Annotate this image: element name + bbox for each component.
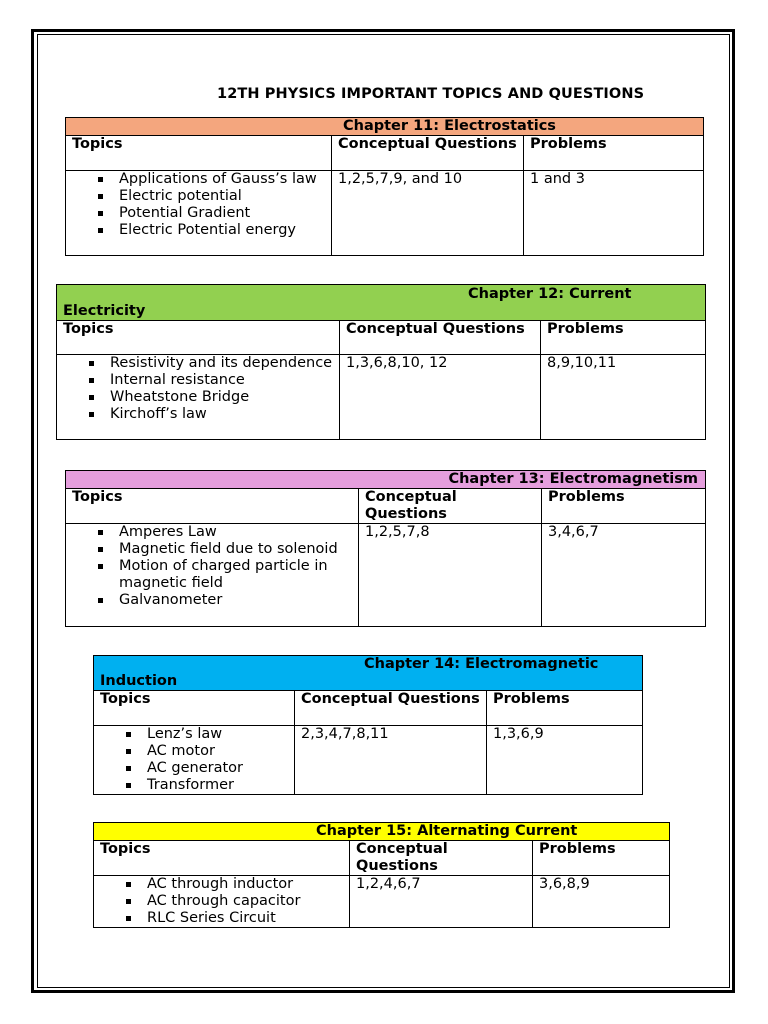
conceptual-cell: 1,2,5,7,9, and 10 — [332, 171, 524, 256]
list-item: Potential Gradient — [119, 205, 325, 222]
chapter-heading-row — [57, 285, 706, 321]
topics-list — [72, 171, 325, 239]
conceptual-cell: 1,2,5,7,8 — [359, 524, 542, 627]
topics-list — [72, 524, 352, 609]
problems-header: Problems — [533, 841, 670, 876]
list-item: Internal resistance — [110, 372, 333, 389]
table-row — [66, 524, 706, 627]
problems-header: Problems — [541, 321, 706, 355]
conceptual-header: Conceptual Questions — [350, 841, 533, 876]
topics-cell — [94, 876, 350, 928]
list-item: Electric Potential energy — [119, 222, 325, 239]
chapter-heading-text-continued: Electricity — [63, 303, 146, 319]
column-header-row — [66, 489, 706, 524]
list-item: Wheatstone Bridge — [110, 389, 333, 406]
conceptual-cell: 2,3,4,7,8,11 — [295, 726, 487, 795]
table-row — [66, 171, 704, 256]
problems-header: Problems — [524, 136, 704, 171]
list-item: Transformer — [147, 777, 288, 794]
conceptual-header: Conceptual Questions — [340, 321, 541, 355]
chapter-heading-text: Chapter 14: Electromagnetic — [364, 656, 599, 672]
chapter-heading-row — [94, 823, 670, 841]
topics-cell — [57, 355, 340, 440]
list-item: Magnetic field due to solenoid — [119, 541, 352, 558]
list-item: Applications of Gauss’s law — [119, 171, 325, 188]
list-item: Electric potential — [119, 188, 325, 205]
list-item: Resistivity and its dependence — [110, 355, 333, 371]
chapter-heading-text-continued: Induction — [100, 673, 178, 689]
chapter-heading — [94, 656, 643, 691]
list-item: AC motor — [147, 743, 288, 760]
column-header-row — [66, 136, 704, 171]
chapter-14-table — [93, 655, 643, 795]
problems-cell: 1,3,6,9 — [487, 726, 643, 795]
topics-header: Topics — [66, 489, 359, 524]
list-item: Motion of charged particle in magnetic field — [119, 558, 352, 592]
topics-cell — [66, 171, 332, 256]
list-item: AC generator — [147, 760, 288, 777]
chapter-heading — [94, 823, 670, 841]
topics-list — [100, 726, 288, 794]
conceptual-header: Conceptual Questions — [295, 691, 487, 726]
table-row — [94, 726, 643, 795]
chapter-heading-text: Chapter 12: Current — [468, 286, 632, 302]
column-header-row — [94, 691, 643, 726]
chapter-heading-text: Chapter 15: Alternating Current — [316, 823, 578, 839]
chapter-heading-row — [66, 118, 704, 136]
chapter-15-table — [93, 822, 670, 928]
chapter-heading-row — [94, 656, 643, 691]
problems-cell: 8,9,10,11 — [541, 355, 706, 440]
list-item: Lenz’s law — [147, 726, 288, 743]
chapter-heading-text: Chapter 11: Electrostatics — [343, 118, 556, 134]
column-header-row — [94, 841, 670, 876]
chapter-heading-row — [66, 471, 706, 489]
chapter-heading — [66, 118, 704, 136]
problems-cell: 3,4,6,7 — [542, 524, 706, 627]
problems-cell: 3,6,8,9 — [533, 876, 670, 928]
topics-list — [63, 355, 333, 423]
conceptual-cell: 1,2,4,6,7 — [350, 876, 533, 928]
topics-header: Topics — [94, 841, 350, 876]
table-row — [57, 355, 706, 440]
list-item: AC through inductor — [147, 876, 343, 893]
chapter-heading — [66, 471, 706, 489]
topics-header: Topics — [94, 691, 295, 726]
topics-header: Topics — [66, 136, 332, 171]
conceptual-header: Conceptual Questions — [332, 136, 524, 171]
table-row — [94, 876, 670, 928]
chapter-11-table — [65, 117, 704, 256]
list-item: RLC Series Circuit — [147, 910, 343, 927]
topics-cell — [66, 524, 359, 627]
problems-header: Problems — [542, 489, 706, 524]
topics-list — [100, 876, 343, 927]
problems-cell: 1 and 3 — [524, 171, 704, 256]
topics-header: Topics — [57, 321, 340, 355]
list-item: AC through capacitor — [147, 893, 343, 910]
problems-header: Problems — [487, 691, 643, 726]
conceptual-header: Conceptual Questions — [359, 489, 542, 524]
column-header-row — [57, 321, 706, 355]
list-item: Galvanometer — [119, 592, 352, 609]
topics-cell — [94, 726, 295, 795]
chapter-13-table — [65, 470, 706, 627]
list-item: Kirchoff’s law — [110, 406, 333, 423]
chapter-heading — [57, 285, 706, 321]
conceptual-cell: 1,3,6,8,10, 12 — [340, 355, 541, 440]
page-title: 12TH PHYSICS IMPORTANT TOPICS AND QUESTIONS — [217, 86, 645, 102]
chapter-heading-text: Chapter 13: Electromagnetism — [448, 471, 699, 487]
list-item: Amperes Law — [119, 524, 352, 541]
chapter-12-table — [56, 284, 706, 440]
